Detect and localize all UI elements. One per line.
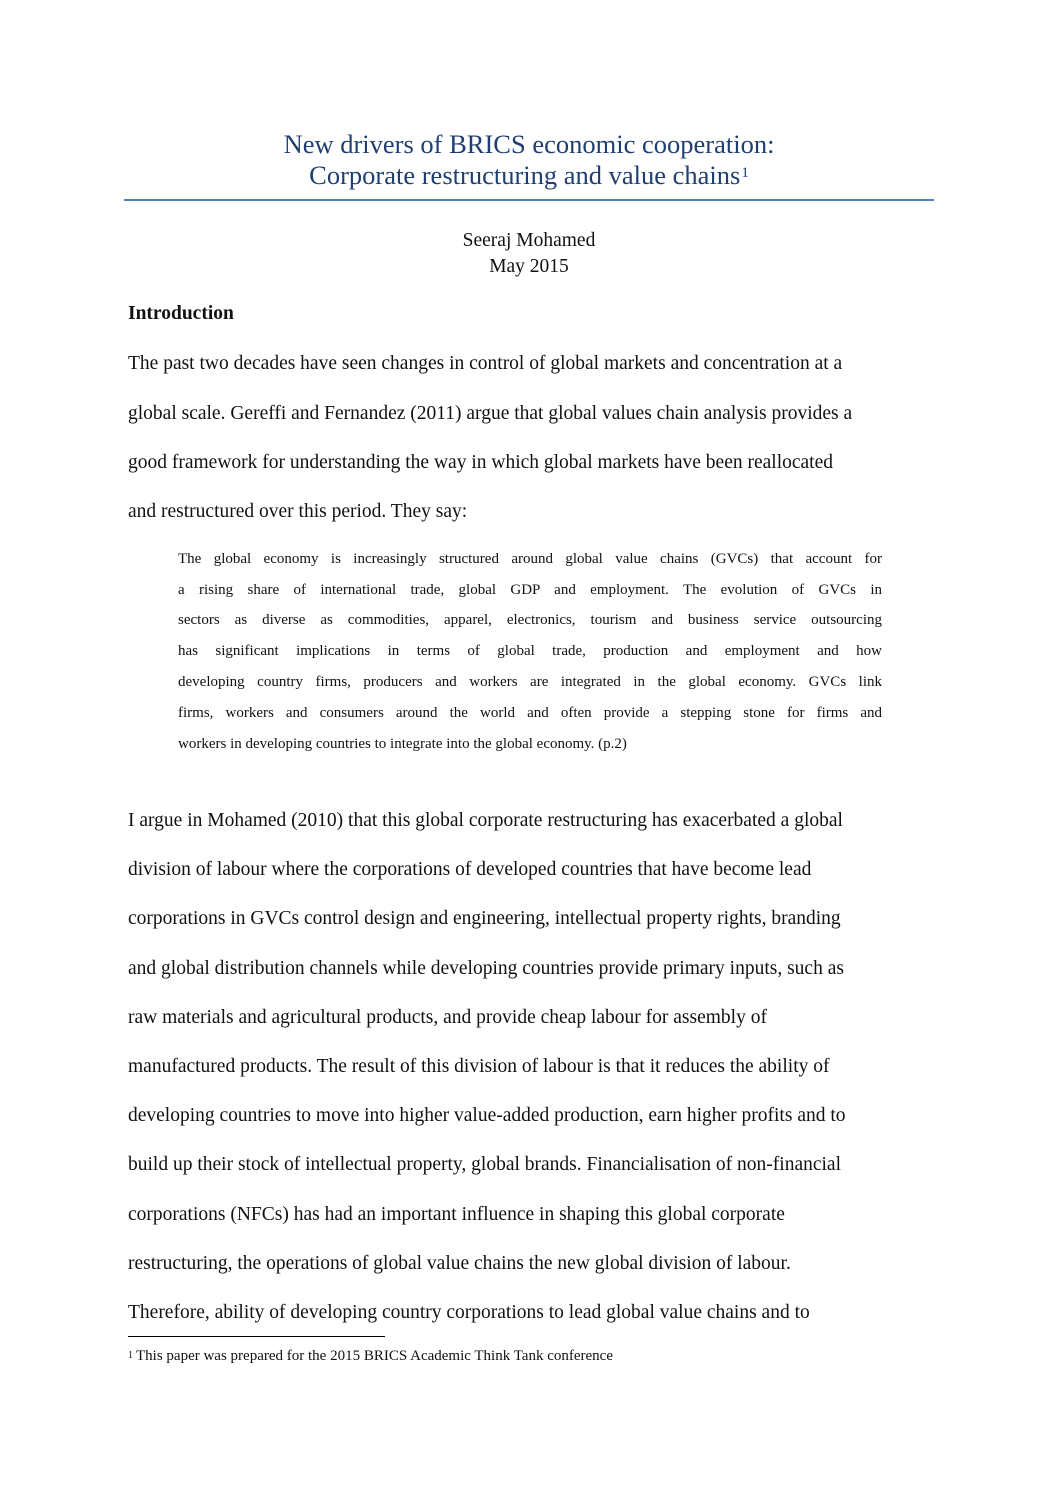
body-line: and global distribution channels while developing countries provide primary inputs, such as xyxy=(128,958,844,979)
title-line-2 xyxy=(124,160,934,191)
body-line: I argue in Mohamed (2010) that this global corporate restructuring has exacerbated a global xyxy=(128,810,843,831)
body-line: raw materials and agricultural products, and provide cheap labour for assembly of xyxy=(128,1007,767,1028)
body-line: division of labour where the corporations of developed countries that have become lead xyxy=(128,859,812,880)
footnote-marker: 1 xyxy=(128,1350,133,1361)
quote-line: workers in developing countries to integrate into the global economy. (p.2) xyxy=(178,736,627,752)
author-name: Seeraj Mohamed xyxy=(462,230,596,251)
body-line: restructuring, the operations of global value chains the new global division of labour. xyxy=(128,1253,791,1274)
section-heading: Introduction xyxy=(128,303,234,324)
body-line: build up their stock of intellectual property, global brands. Financialisation of non-financial xyxy=(128,1154,842,1175)
body-line: corporations in GVCs control design and engineering, intellectual property rights, branding xyxy=(128,908,841,929)
title-line-1-text: New drivers of BRICS economic cooperation: xyxy=(283,129,775,159)
footnote-divider xyxy=(128,1336,385,1337)
title-line-2-text: Corporate restructuring and value chains xyxy=(309,160,741,190)
body-line: manufactured products. The result of this division of labour is that it reduces the ability of xyxy=(128,1056,830,1077)
quote-line: a rising share of international trade, global GDP and employment. The evolution of GVCs in xyxy=(178,582,882,598)
intro-line: global scale. Gereffi and Fernandez (2011) argue that global values chain analysis provides a xyxy=(128,403,853,424)
title-footnote-marker[interactable]: 1 xyxy=(741,165,749,181)
intro-line: The past two decades have seen changes in control of global markets and concentration at a xyxy=(128,353,843,374)
body-line: developing countries to move into higher value-added production, earn higher profits and to xyxy=(128,1105,846,1126)
footnote xyxy=(128,1347,613,1366)
body-line: Therefore, ability of developing country corporations to lead global value chains and to xyxy=(128,1302,810,1323)
quote-line: The global economy is increasingly structured around global value chains (GVCs) that account for xyxy=(178,551,882,567)
quote-line: developing country firms, producers and workers are integrated in the global economy. GVCs link xyxy=(178,674,882,690)
intro-line: good framework for understanding the way in which global markets have been reallocated xyxy=(128,452,833,473)
title-divider xyxy=(124,199,934,201)
footnote-text: This paper was prepared for the 2015 BRICS Academic Think Tank conference xyxy=(136,1348,613,1364)
intro-line: and restructured over this period. They say: xyxy=(128,501,468,522)
quote-line: firms, workers and consumers around the world and often provide a stepping stone for firms and xyxy=(178,705,882,721)
title-line-1 xyxy=(124,129,934,160)
body-line: corporations (NFCs) has had an important influence in shaping this global corporate xyxy=(128,1204,785,1225)
publication-date: May 2015 xyxy=(489,256,569,277)
quote-line: sectors as diverse as commodities, apparel, electronics, tourism and business service outsourcing xyxy=(178,612,882,628)
quote-line: has significant implications in terms of global trade, production and employment and how xyxy=(178,643,882,659)
